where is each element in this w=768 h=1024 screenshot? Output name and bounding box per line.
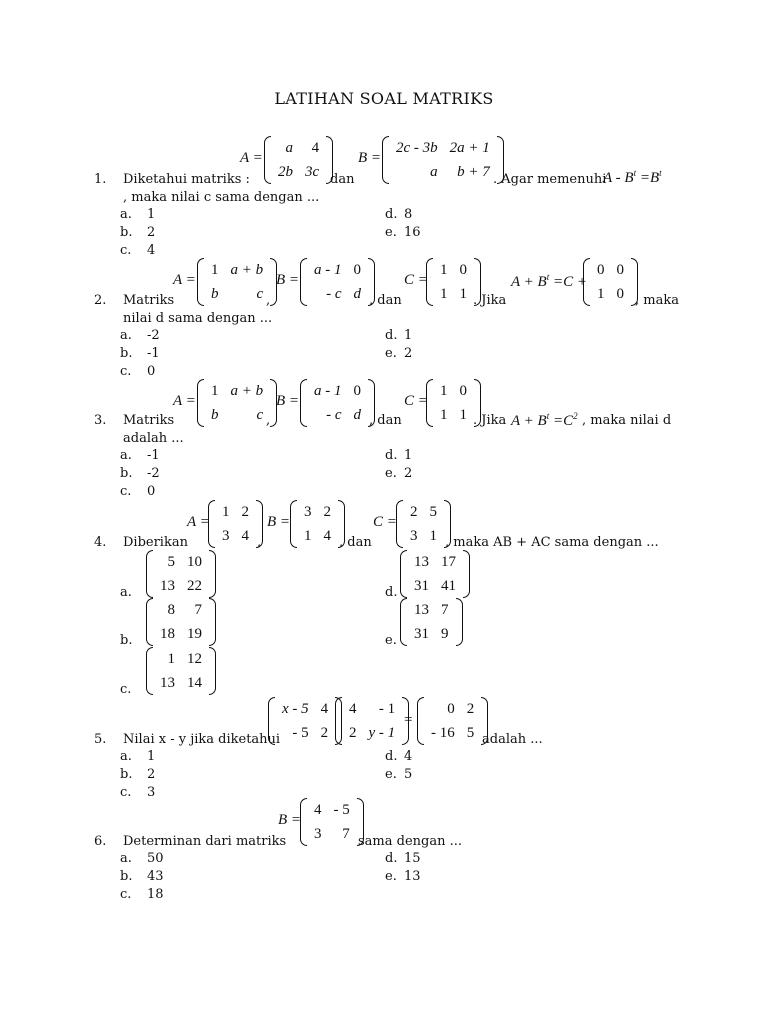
option-label[interactable]: b.	[120, 346, 133, 361]
matrix-label-c: C =	[373, 514, 397, 530]
matrix-row	[390, 160, 496, 184]
option-label[interactable]: c.	[120, 682, 132, 697]
matrix-cell: 7	[342, 826, 350, 842]
left-paren	[290, 500, 297, 548]
matrix-cell: 1	[211, 262, 219, 278]
question-text: Matriks	[123, 413, 175, 428]
matrix-grid	[154, 647, 208, 695]
option-label[interactable]: d.	[385, 328, 398, 343]
question-text: sama dengan ...	[358, 834, 462, 849]
matrix-cell: 13	[160, 675, 175, 691]
matrix-cell: a - 1	[314, 262, 342, 278]
question-number: 4.	[94, 535, 107, 550]
matrix-row	[276, 697, 334, 721]
option-label[interactable]: a.	[120, 749, 132, 764]
right-paren	[209, 647, 216, 695]
question-text: adalah ...	[482, 732, 543, 747]
matrix-row	[308, 798, 356, 822]
matrix-row	[276, 721, 334, 745]
question-text: Matriks	[123, 293, 175, 308]
option-a-matrix[interactable]	[146, 550, 216, 598]
matrix-label-b: B =	[278, 812, 302, 828]
option-value[interactable]: 0	[147, 484, 156, 499]
question-text: Diberikan	[123, 535, 188, 550]
left-paren	[146, 550, 153, 598]
left-paren	[583, 258, 590, 306]
matrix-row	[272, 160, 325, 184]
right-paren	[456, 598, 463, 646]
option-label[interactable]: e.	[385, 869, 397, 884]
option-label[interactable]: a.	[120, 207, 132, 222]
question-text: , maka	[635, 293, 679, 308]
left-paren	[146, 598, 153, 646]
option-label[interactable]: c.	[120, 243, 132, 258]
matrix-row	[205, 403, 269, 427]
option-c-matrix[interactable]	[146, 647, 216, 695]
option-value[interactable]: 1	[404, 328, 413, 343]
matrix-cell: 0	[459, 262, 467, 278]
matrix-cell: 3	[222, 528, 230, 544]
matrix-cell: 4	[349, 701, 357, 717]
matrix-row	[408, 574, 462, 598]
matrix-b	[382, 136, 504, 184]
question-text: nilai d sama dengan ...	[123, 311, 273, 326]
right-paren	[209, 550, 216, 598]
matrix-cell: 3	[314, 826, 322, 842]
matrix-row	[308, 822, 356, 846]
matrix-grid	[408, 550, 462, 598]
matrix-cell: 18	[160, 626, 175, 642]
matrix-cell: 9	[441, 626, 449, 642]
matrix-row	[308, 403, 367, 427]
matrix-b	[300, 798, 364, 846]
question-text: . Agar memenuhi	[493, 172, 607, 187]
option-value[interactable]: 15	[404, 851, 421, 866]
option-label[interactable]: d.	[385, 585, 398, 600]
matrix-cell: 22	[187, 578, 202, 594]
matrix-grid	[343, 697, 401, 745]
matrix-row	[434, 282, 473, 306]
question-text: , dan	[369, 413, 402, 428]
matrix-row	[434, 403, 473, 427]
option-label[interactable]: c.	[120, 887, 132, 902]
matrix-cell: 1	[597, 286, 605, 302]
option-value[interactable]: 2	[147, 225, 156, 240]
matrix-cell: 14	[187, 675, 202, 691]
matrix-row	[154, 647, 208, 671]
matrix-cell: 5	[167, 554, 175, 570]
matrix-cell: 7	[194, 602, 202, 618]
left-paren	[417, 697, 424, 745]
matrix-row	[343, 721, 401, 745]
matrix-row	[308, 258, 367, 282]
matrix-cell: - 5	[333, 802, 350, 818]
option-label[interactable]: d.	[385, 749, 398, 764]
option-label[interactable]: b.	[120, 869, 133, 884]
matrix-cell: y - 1	[368, 725, 396, 741]
option-label[interactable]: c.	[120, 364, 132, 379]
matrix-row	[154, 671, 208, 695]
matrix-cell: a	[430, 164, 438, 180]
matrix-row	[154, 550, 208, 574]
matrix-cell: 8	[167, 602, 175, 618]
matrix-cell: a + b	[230, 262, 264, 278]
matrix-a	[264, 136, 333, 184]
question-text: Diketahui matriks :	[123, 172, 250, 187]
option-label[interactable]: b.	[120, 225, 133, 240]
left-paren	[264, 136, 271, 184]
matrix-cell: 2	[349, 725, 357, 741]
left-paren	[382, 136, 389, 184]
matrix-cell: 31	[414, 578, 429, 594]
matrix-grid	[591, 258, 630, 306]
matrix-grid	[404, 500, 443, 548]
option-label[interactable]: e.	[385, 466, 397, 481]
matrix-grid	[408, 598, 455, 646]
option-value[interactable]: 8	[404, 207, 413, 222]
matrix-cell: 2	[323, 504, 331, 520]
matrix-b	[290, 500, 345, 548]
left-paren	[208, 500, 215, 548]
matrix-label-a: A =	[240, 150, 263, 166]
matrix-grid	[216, 500, 255, 548]
matrix-grid	[154, 598, 208, 646]
matrix-row	[154, 598, 208, 622]
left-paren	[396, 500, 403, 548]
matrix-cell: 17	[441, 554, 456, 570]
option-label[interactable]: e.	[385, 225, 397, 240]
matrix-grid	[205, 258, 269, 306]
matrix-grid	[434, 379, 473, 427]
matrix-b	[300, 379, 375, 427]
matrix-cell: a	[285, 140, 293, 156]
matrix-cell: 5	[429, 504, 437, 520]
matrix-cell: 2	[320, 725, 329, 741]
matrix-cell: 1	[459, 286, 467, 302]
matrix-row	[308, 282, 367, 306]
matrix-cell: 0	[447, 701, 455, 717]
option-value[interactable]: 18	[147, 887, 164, 902]
option-e-matrix[interactable]	[400, 598, 463, 646]
option-label[interactable]: a.	[120, 328, 132, 343]
matrix-cell: 2b	[278, 164, 293, 180]
option-label[interactable]: b.	[120, 633, 133, 648]
page-title: LATIHAN SOAL MATRIKS	[274, 89, 494, 108]
option-label[interactable]: b.	[120, 466, 133, 481]
left-paren	[300, 258, 307, 306]
question-text: Determinan dari matriks	[123, 834, 287, 849]
matrix-grid	[205, 379, 269, 427]
option-label[interactable]: e.	[385, 633, 397, 648]
option-b-matrix[interactable]	[146, 598, 216, 646]
matrix-cell: 0	[597, 262, 605, 278]
matrix-row	[216, 524, 255, 548]
matrix-m1	[268, 697, 342, 745]
left-paren	[400, 598, 407, 646]
matrix-cell: - c	[326, 286, 342, 302]
question-text: . Jika	[473, 293, 507, 308]
option-value[interactable]: 5	[404, 767, 413, 782]
matrix-row	[154, 574, 208, 598]
matrix-cell: 0	[353, 262, 361, 278]
matrix-label-a: A =	[173, 393, 196, 409]
left-paren	[197, 379, 204, 427]
matrix-row	[591, 282, 630, 306]
condition-formula: $A + B^t =C^2$	[511, 411, 578, 429]
matrix-grid	[390, 136, 496, 184]
question-number: 6.	[94, 834, 107, 849]
option-value[interactable]: 2	[147, 767, 156, 782]
matrix-cell: a - 1	[314, 383, 342, 399]
left-paren	[268, 697, 275, 745]
option-value[interactable]: 16	[404, 225, 421, 240]
question-number: 1.	[94, 172, 107, 187]
matrix-cell: c	[256, 407, 264, 423]
matrix-cell: b + 7	[457, 164, 490, 180]
question-text: adalah ...	[123, 431, 184, 446]
matrix-grid	[308, 258, 367, 306]
matrix-cell: 13	[414, 554, 429, 570]
question-text: , maka nilai d	[582, 413, 672, 428]
right-paren	[209, 598, 216, 646]
matrix-cell: 1	[304, 528, 312, 544]
option-label[interactable]: e.	[385, 346, 397, 361]
matrix-row	[408, 598, 455, 622]
option-value[interactable]: 13	[404, 869, 421, 884]
matrix-cell: 4	[311, 140, 320, 156]
matrix-cell: d	[353, 407, 361, 423]
matrix-cell: 13	[414, 602, 429, 618]
left-paren	[426, 379, 433, 427]
matrix-row	[216, 500, 255, 524]
matrix-cell: x - 5	[282, 701, 309, 717]
question-text: , dan	[339, 535, 372, 550]
option-value[interactable]: 2	[404, 466, 413, 481]
question-text: . Jika	[473, 413, 507, 428]
option-value[interactable]: 50	[147, 851, 164, 866]
option-d-matrix[interactable]	[400, 550, 470, 598]
question-text: , dan	[369, 293, 402, 308]
matrix-label-a: A =	[187, 514, 210, 530]
option-label[interactable]: a.	[120, 448, 132, 463]
matrix-cell: 1	[211, 383, 219, 399]
matrix-grid	[272, 136, 325, 184]
option-value[interactable]: -1	[147, 448, 160, 463]
matrix-row	[298, 524, 337, 548]
matrix-cell: 4	[320, 701, 329, 717]
matrix-row	[272, 136, 325, 160]
matrix-cell: 7	[441, 602, 449, 618]
matrix-cell: 0	[353, 383, 361, 399]
option-value[interactable]: 1	[404, 448, 413, 463]
matrix-cell: - c	[326, 407, 342, 423]
condition-formula: $A + B^t =C$ +	[511, 272, 587, 290]
option-value[interactable]: 4	[404, 749, 413, 764]
matrix-row	[408, 550, 462, 574]
matrix-cell: 1	[440, 383, 448, 399]
matrix-cell: 1	[440, 286, 448, 302]
matrix-row	[205, 258, 269, 282]
option-value[interactable]: 0	[147, 364, 156, 379]
matrix-grid	[434, 258, 473, 306]
matrix-cell: 2	[410, 504, 418, 520]
matrix-grid	[298, 500, 337, 548]
matrix-label-a: A =	[173, 272, 196, 288]
option-label[interactable]: c.	[120, 785, 132, 800]
matrix-cell: 4	[241, 528, 249, 544]
matrix-cell: d	[353, 286, 361, 302]
matrix-cell: - 1	[378, 701, 396, 717]
matrix-cell: 41	[441, 578, 456, 594]
question-number: 5.	[94, 732, 107, 747]
option-value[interactable]: 3	[147, 785, 156, 800]
question-text: dan	[330, 172, 355, 187]
matrix-a	[208, 500, 263, 548]
option-label[interactable]: c.	[120, 484, 132, 499]
matrix-label-b: B =	[267, 514, 291, 530]
matrix-cell: 10	[187, 554, 202, 570]
matrix-cell: b	[211, 286, 219, 302]
matrix-cell: 12	[187, 651, 202, 667]
matrix-cell: 5	[466, 725, 475, 741]
matrix-cell: 31	[414, 626, 429, 642]
matrix-cell: 3	[410, 528, 418, 544]
condition-lhs: A - B	[603, 170, 634, 186]
matrix-cell: 1	[440, 407, 448, 423]
matrix-cell: 3c	[305, 164, 320, 180]
matrix-row	[298, 500, 337, 524]
matrix-cell: a + b	[230, 383, 264, 399]
matrix-cell: 4	[314, 802, 322, 818]
left-paren	[335, 697, 342, 745]
matrix-row	[434, 258, 473, 282]
matrix-result	[583, 258, 638, 306]
matrix-label-c: C =	[404, 272, 428, 288]
matrix-label-b: B =	[276, 272, 300, 288]
matrix-cell: 0	[616, 262, 624, 278]
question-text: , maka nilai c sama dengan ...	[123, 190, 320, 205]
matrix-cell: 2	[466, 701, 475, 717]
option-label[interactable]: d.	[385, 448, 398, 463]
option-label[interactable]: d.	[385, 851, 398, 866]
matrix-cell: c	[256, 286, 264, 302]
matrix-row	[404, 500, 443, 524]
option-value[interactable]: 1	[147, 207, 156, 222]
option-value[interactable]: 4	[147, 243, 156, 258]
comma: ,	[266, 413, 271, 428]
matrix-cell: 2c - 3b	[396, 140, 438, 156]
matrix-cell: 0	[459, 383, 467, 399]
option-label[interactable]: a.	[120, 851, 132, 866]
matrix-cell: 1	[440, 262, 448, 278]
condition-formula: $A - B^t =B^t$	[603, 168, 662, 186]
matrix-cell: - 16	[431, 725, 455, 741]
option-label[interactable]: a.	[120, 585, 132, 600]
question-number: 3.	[94, 413, 107, 428]
matrix-m3	[417, 697, 488, 745]
matrix-cell: 1	[222, 504, 230, 520]
matrix-row	[591, 258, 630, 282]
left-paren	[300, 798, 307, 846]
equals-sign: =	[404, 712, 413, 728]
matrix-row	[205, 282, 269, 306]
matrix-m2	[335, 697, 409, 745]
matrix-row	[205, 379, 269, 403]
left-paren	[197, 258, 204, 306]
matrix-cell: 4	[323, 528, 331, 544]
matrix-grid	[154, 550, 208, 598]
matrix-cell: - 5	[292, 725, 309, 741]
matrix-b	[300, 258, 375, 306]
matrix-row	[425, 721, 480, 745]
matrix-c	[396, 500, 451, 548]
matrix-row	[390, 136, 496, 160]
question-text: , maka AB + AC sama dengan ...	[445, 535, 659, 550]
option-value[interactable]: -2	[147, 466, 160, 481]
comma: ,	[266, 293, 271, 308]
option-value[interactable]: 1	[147, 749, 156, 764]
option-value[interactable]: 43	[147, 869, 164, 884]
left-paren	[146, 647, 153, 695]
matrix-cell: 1	[459, 407, 467, 423]
matrix-cell: 1	[167, 651, 175, 667]
matrix-row	[154, 622, 208, 646]
matrix-row	[308, 379, 367, 403]
option-value[interactable]: -1	[147, 346, 160, 361]
matrix-cell: 19	[187, 626, 202, 642]
left-paren	[300, 379, 307, 427]
matrix-grid	[276, 697, 334, 745]
option-value[interactable]: -2	[147, 328, 160, 343]
left-paren	[400, 550, 407, 598]
matrix-cell: 2a + 1	[449, 140, 490, 156]
matrix-grid	[425, 697, 480, 745]
matrix-label-b: B =	[276, 393, 300, 409]
matrix-cell: b	[211, 407, 219, 423]
matrix-cell: 2	[241, 504, 249, 520]
left-paren	[426, 258, 433, 306]
matrix-cell: 0	[616, 286, 624, 302]
matrix-row	[343, 697, 401, 721]
option-value[interactable]: 2	[404, 346, 413, 361]
matrix-grid	[308, 379, 367, 427]
option-label[interactable]: d.	[385, 207, 398, 222]
matrix-cell: 3	[304, 504, 312, 520]
question-number: 2.	[94, 293, 107, 308]
option-label[interactable]: b.	[120, 767, 133, 782]
matrix-row	[434, 379, 473, 403]
matrix-row	[425, 697, 480, 721]
right-paren	[463, 550, 470, 598]
matrix-label-c: C =	[404, 393, 428, 409]
matrix-grid	[308, 798, 356, 846]
matrix-row	[408, 622, 455, 646]
matrix-row	[404, 524, 443, 548]
matrix-cell: 13	[160, 578, 175, 594]
comma: ,	[257, 535, 262, 550]
option-label[interactable]: e.	[385, 767, 397, 782]
matrix-label-b: B =	[358, 150, 382, 166]
question-text: Nilai x - y jika diketahui	[123, 732, 281, 747]
matrix-cell: 1	[429, 528, 437, 544]
